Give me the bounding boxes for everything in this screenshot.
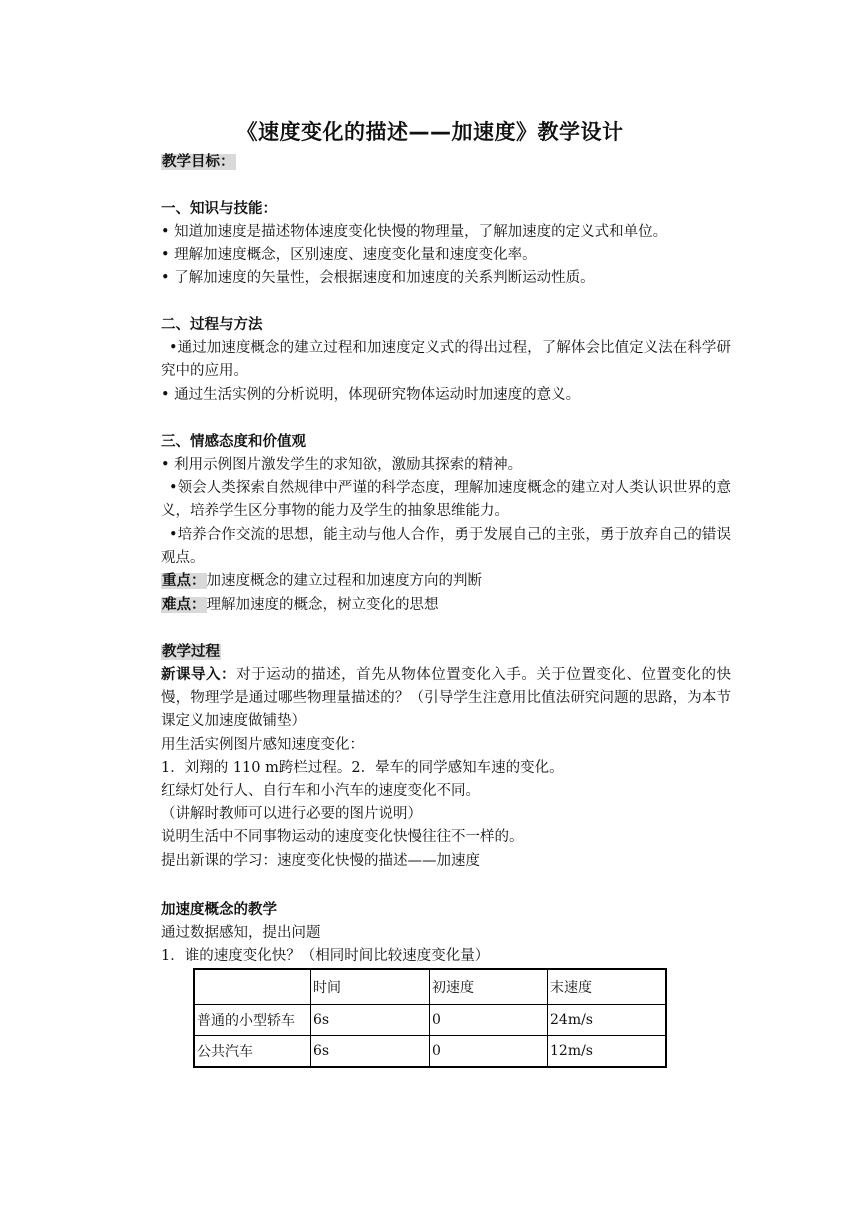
table-header-cell: 时间 xyxy=(311,969,430,1005)
difficulty-point: 难点：理解加速度的概念，树立变化的思想 xyxy=(162,597,439,613)
concept-line: 通过数据感知，提出问题 xyxy=(161,925,321,941)
table-cell: 12m/s xyxy=(548,1036,667,1068)
process-heading: 教学过程 xyxy=(162,644,220,660)
process-line: 红绿灯处行人、自行车和小汽车的速度变化不同。 xyxy=(161,783,480,799)
table-row xyxy=(194,1036,666,1068)
list-item: • 利用示例图片激发学生的求知欲，激励其探索的精神。 xyxy=(161,457,523,473)
process-line: （讲解时教师可以进行必要的图片说明） xyxy=(161,806,422,822)
table-header-cell: 末速度 xyxy=(548,969,667,1005)
table-cell: 0 xyxy=(430,1005,548,1036)
intro-paragraph: 新课导入：对于运动的描述，首先从物体位置变化入手。关于位置变化、位置变化的快慢，物理学是通过哪些物理量描述的？（引导学生注意用比值法研究问题的思路，为本节课定义加速度做铺垫） xyxy=(161,667,732,729)
process-line: 用生活实例图片感知速度变化： xyxy=(161,737,364,753)
table-row xyxy=(194,1005,666,1036)
list-item: • 通过生活实例的分析说明，体现研究物体运动时加速度的意义。 xyxy=(161,387,581,403)
process-line: 提出新课的学习：速度变化快慢的描述——加速度 xyxy=(161,853,480,869)
table-cell: 普通的小型轿车 xyxy=(194,1005,311,1036)
section2-heading: 二、过程与方法 xyxy=(161,317,263,333)
page-title: 《速度变化的描述——加速度》教学设计 xyxy=(236,120,624,144)
table-cell: 公共汽车 xyxy=(194,1036,311,1068)
speed-table xyxy=(193,968,667,1068)
concept-heading: 加速度概念的教学 xyxy=(161,902,277,918)
list-item: •领会人类探索自然规律中严谨的科学态度，理解加速度概念的建立对人类认识世界的意义，培养学生区分事物的能力及学生的抽象思维能力。 xyxy=(161,480,731,519)
key-point: 重点：加速度概念的建立过程和加速度方向的判断 xyxy=(162,573,482,589)
process-line: 1．刘翔的 110 m跨栏过程。2．晕车的同学感知车速的变化。 xyxy=(161,760,564,776)
list-item: • 了解加速度的矢量性，会根据速度和加速度的关系判断运动性质。 xyxy=(161,270,595,286)
list-item: • 理解加速度概念，区别速度、速度变化量和速度变化率。 xyxy=(161,247,537,263)
concept-line: 1．谁的速度变化快？（相同时间比较速度变化量） xyxy=(161,948,490,964)
table-cell: 6s xyxy=(311,1036,430,1068)
list-item: •通过加速度概念的建立过程和加速度定义式的得出过程，了解体会比值定义法在科学研究中的应用。 xyxy=(161,340,731,379)
section1-heading: 一、知识与技能： xyxy=(161,201,277,217)
section3-heading: 三、情感态度和价值观 xyxy=(161,434,306,450)
process-line: 说明生活中不同事物运动的速度变化快慢往往不一样的。 xyxy=(161,829,524,845)
table-cell: 6s xyxy=(311,1005,430,1036)
goals-heading: 教学目标： xyxy=(162,154,235,170)
list-item: •培养合作交流的思想，能主动与他人合作，勇于发展自己的主张，勇于放弃自己的错误观点。 xyxy=(161,527,731,566)
table-cell: 0 xyxy=(430,1036,548,1068)
table-header-cell xyxy=(194,969,311,1005)
table-cell: 24m/s xyxy=(548,1005,667,1036)
table-header-cell: 初速度 xyxy=(430,969,548,1005)
list-item: • 知道加速度是描述物体速度变化快慢的物理量，了解加速度的定义式和单位。 xyxy=(161,224,668,240)
table-header-row xyxy=(194,969,666,1005)
